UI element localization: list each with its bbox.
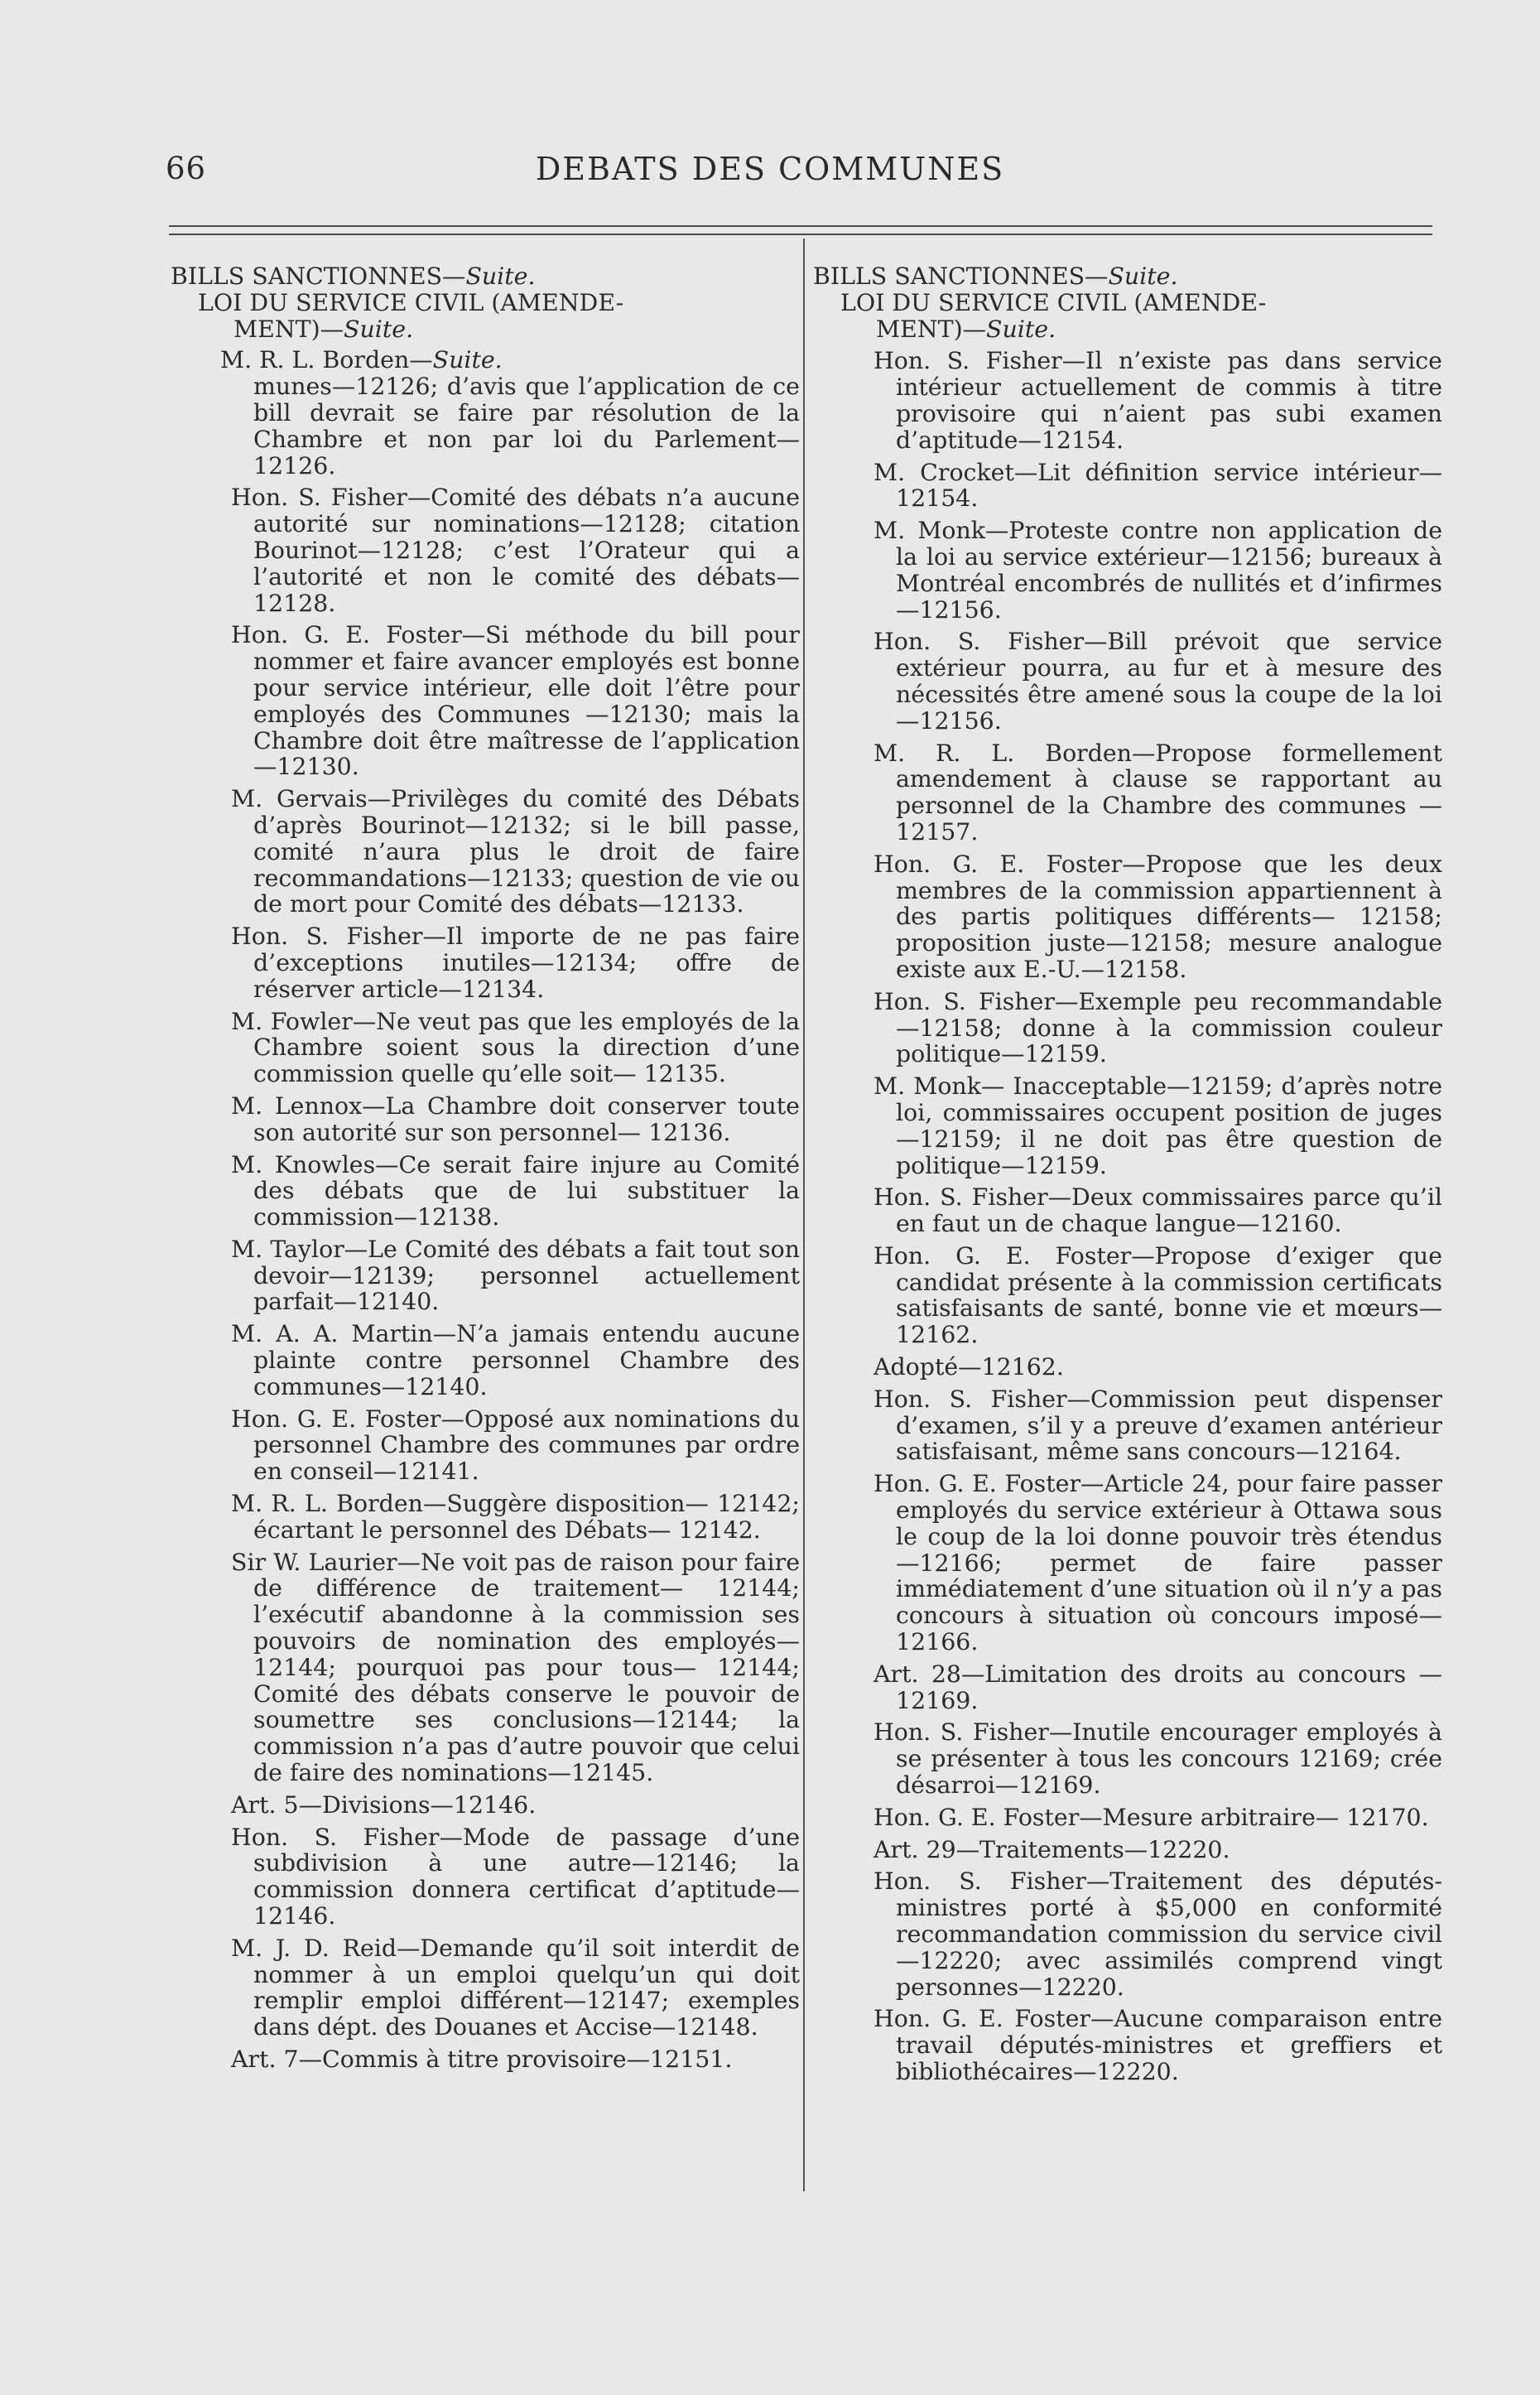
subsection-heading: LOI DU SERVICE CIVIL (AMENDE- — [198, 288, 624, 316]
index-entry: Hon. S. Fisher—Commission peut dispenser d’examen, s’il y a preuve d’examen antérieur satisfaisant, même sans concours—12164. — [873, 1385, 1442, 1466]
index-entry: M. Monk—Proteste contre non application de la loi au service extérieur—12156; bureaux à Montréal encombrés de nullités et d’infirmes—12156. — [873, 517, 1442, 624]
index-entry: Art. 7—Commis à titre provisoire—12151. — [231, 2046, 733, 2073]
index-entry: M. R. L. Borden—Propose formellement amendement à clause se rapportant au personnel de la Chambre des communes —12157. — [873, 739, 1442, 846]
section-heading-suite: Suite. — [465, 263, 536, 290]
section-heading — [813, 263, 1442, 290]
subsection-heading-cont-text: MENT)— — [233, 315, 344, 343]
speaker-continuation-text: M. R. L. Borden— — [220, 346, 433, 374]
index-entry: munes—12126; d’avis que l’application de ce bill devrait se faire par résolution de la Chambre et non par loi du Parlement—12126. — [253, 373, 800, 479]
index-entry: Art. 28—Limitation des droits au concours —12169. — [873, 1660, 1442, 1714]
index-entry: Hon. S. Fisher—Traitement des députés-ministres porté à $5,000 en conformité recommandation commission du service civil—12220; avec assimilés comprend vingt personnes—12220. — [873, 1867, 1442, 2001]
index-entry: Sir W. Laurier—Ne voit pas de raison pour faire de différence de traitement— 12144; l’exécutif abandonne à la commission ses pouvoirs de nomination des employés—12144; pourquoi pas pour tous— 12144; Comité des débats conserve le pouvoir de soumettre ses conclusions—12144; la commission n’a pas d’autre pouvoir que celui de faire des nominations—12145. — [231, 1548, 800, 1787]
index-entry: Hon. S. Fisher—Deux commissaires parce qu’il en faut un de chaque langue—12160. — [873, 1183, 1442, 1238]
index-entry: M. Gervais—Privilèges du comité des Débats d’après Bourinot—12132; si le bill passe, comité n’aura plus le droit de faire recommandations—12133; question de vie ou de mort pour Comité des débats—12133. — [231, 785, 800, 918]
header-rule-top — [169, 225, 1432, 227]
index-entry: Hon. G. E. Foster—Propose que les deux membres de la commission appartiennent à des partis politiques différents— 12158; proposition juste—12158; mesure analogue existe aux E.-U.—12158. — [873, 850, 1442, 983]
header-rule-bottom — [169, 234, 1432, 235]
index-entry: Hon. G. E. Foster—Si méthode du bill pour nommer et faire avancer employés est bonne pour service intérieur, elle doit l’être pour employés des Communes —12130; mais la Chambre doit être maîtresse de l’application—12130. — [231, 621, 800, 781]
running-head: DEBATS DES COMMUNES — [535, 151, 1005, 187]
right-column — [813, 263, 1442, 2085]
page-number: 66 — [166, 151, 207, 186]
index-entry: Hon. S. Fisher—Comité des débats n’a aucune autorité sur nominations—12128; citation Bourinot—12128; c’est l’Orateur qui a l’autorité et non le comité des débats—12128. — [231, 484, 800, 617]
index-entry: Art. 5—Divisions—12146. — [231, 1790, 537, 1819]
index-entry: Hon. S. Fisher—Inutile encourager employés à se présenter à tous les concours 12169; crée désarroi—12169. — [873, 1718, 1442, 1800]
section-heading-text: BILLS SANCTIONNES— — [813, 263, 1109, 290]
index-entry: Hon. S. Fisher—Bill prévoit que service extérieur pourra, au fur et à mesure des nécessités être amené sous la coupe de la loi—12156. — [873, 628, 1442, 735]
index-entry: Hon. S. Fisher—Il n’existe pas dans service intérieur actuellement de commis à titre provisoire qui n’aient pas subi examen d’aptitude—12154. — [873, 347, 1442, 454]
section-heading — [171, 263, 800, 290]
index-entry: M. J. D. Reid—Demande qu’il soit interdit de nommer à un emploi quelqu’un qui doit remplir emploi différent—12147; exemples dans dépt. des Douanes et Accise—12148. — [231, 1934, 800, 2041]
index-entry: M. Lennox—La Chambre doit conserver toute son autorité sur son personnel— 12136. — [231, 1091, 800, 1146]
index-entry: Hon. G. E. Foster—Mesure arbitraire— 12170. — [873, 1803, 1429, 1831]
index-entry: M. Fowler—Ne veut pas que les employés de la Chambre soient sous la direction d’une commission quelle qu’elle soit— 12135. — [231, 1007, 800, 1088]
index-entry: Hon. S. Fisher—Il importe de ne pas faire d’exceptions inutiles—12134; offre de réserver article—12134. — [231, 923, 800, 1003]
speaker-continuation-suite: Suite. — [432, 346, 503, 374]
index-entry: Hon. G. E. Foster—Aucune comparaison entre travail députés-ministres et greffiers et bibliothécaires—12220. — [873, 2005, 1442, 2085]
index-entry: M. Monk— Inacceptable—12159; d’après notre loi, commissaires occupent position de juges—12159; il ne doit pas être question de politique—12159. — [873, 1072, 1442, 1179]
index-entry: Hon. G. E. Foster—Article 24, pour faire passer employés du service extérieur à Ottawa sous le coup de la loi donne pouvoir très étendus—12166; permet de faire passer immédiatement d’une situation où il n’y a pas concours à situation où concours imposé—12166. — [873, 1470, 1442, 1656]
subsection-heading-suite: Suite. — [344, 315, 414, 343]
column-divider — [803, 239, 805, 2191]
index-entry: Adopté—12162. — [873, 1353, 1064, 1381]
index-entry: Hon. S. Fisher—Mode de passage d’une subdivision à une autre—12146; la commission donnera certificat d’aptitude— 12146. — [231, 1823, 800, 1930]
subsection-heading-cont — [171, 316, 800, 343]
index-entry: Hon. S. Fisher—Exemple peu recommandable—12158; donne à la commission couleur politique—12159. — [873, 987, 1442, 1068]
index-entry: Art. 29—Traitements—12220. — [873, 1835, 1230, 1863]
index-entry: M. A. A. Martin—N’a jamais entendu aucune plainte contre personnel Chambre des communes—12140. — [231, 1320, 800, 1400]
subsection-heading-cont — [813, 316, 1442, 343]
subsection-heading: LOI DU SERVICE CIVIL (AMENDE- — [840, 288, 1267, 316]
index-entry: M. Taylor—Le Comité des débats a fait tout son devoir—12139; personnel actuellement parfait—12140. — [231, 1235, 800, 1316]
index-entry: Hon. G. E. Foster—Propose d’exiger que candidat présente à la commission certificats satisfaisants de santé, bonne vie et mœurs—12162. — [873, 1241, 1442, 1349]
index-entry: M. Crocket—Lit définition service intérieur—12154. — [873, 458, 1442, 513]
subsection-heading-suite: Suite. — [986, 315, 1056, 343]
index-entry: Hon. G. E. Foster—Opposé aux nominations du personnel Chambre des communes par ordre en conseil—12141. — [231, 1405, 800, 1486]
section-heading-suite: Suite. — [1108, 263, 1178, 290]
index-entry: M. Knowles—Ce serait faire injure au Comité des débats que de lui substituer la commission—12138. — [231, 1150, 800, 1231]
index-entry: M. R. L. Borden—Suggère disposition— 12142; écartant le personnel des Débats— 12142. — [231, 1490, 800, 1544]
subsection-heading-cont-text: MENT)— — [876, 315, 987, 343]
section-heading-text: BILLS SANCTIONNES— — [171, 263, 466, 290]
speaker-continuation — [171, 347, 800, 373]
left-column — [171, 263, 800, 2073]
